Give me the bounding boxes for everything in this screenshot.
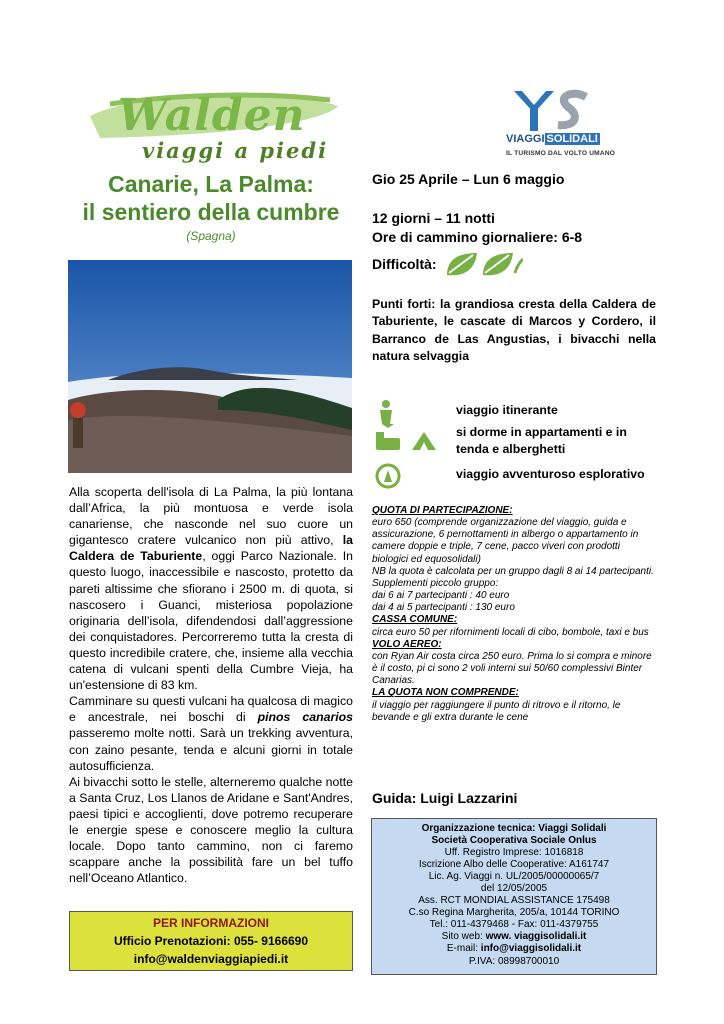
features-icons bbox=[374, 398, 444, 494]
intro-p2a: Camminare su questi vulcani ha qualcosa di magico e ancestrale, nei boschi di bbox=[69, 694, 353, 725]
intro-p1a: Alla scoperta dell'isola di La Palma, la più lontana dall’Africa, la più montuosa e verde isola canariense, che nasconde nel suo cuore un gigantesco cratere vulcanico non più attivo, bbox=[69, 485, 353, 548]
intro-p3: Ai bivacchi sotto le stelle, alterneremo qualche notte a Santa Cruz, Los Llanos de Aridane e Sant'Andres, paesi tipici e accoglienti, dove potremo recuperare le energie spese e conoscere meglio la cultura locale. Dopo tanto cammino, non ci faremo scappare anche la possibilità fare un bel tuffo nell’Oceano Atlantico. bbox=[69, 774, 353, 886]
country-label: (Spagna) bbox=[186, 229, 236, 243]
intro-p2b: passeremo molte notti. Sarà un trekking avventura, con zaino pesante, tenda e alcuni giorni in totale autosufficienza. bbox=[69, 726, 353, 773]
web-link[interactable]: www. viaggisolidali.it bbox=[485, 931, 587, 943]
org-line-2: Società Cooperativa Sociale Onlus bbox=[431, 835, 597, 847]
org-line-4: Iscrizione Albo delle Cooperative: A161747 bbox=[418, 859, 610, 871]
vs-name-b: SOLIDALI bbox=[546, 133, 598, 145]
ys-mark-icon bbox=[506, 87, 656, 133]
tent-icon bbox=[412, 432, 436, 450]
org-line-3: Uff. Registro Imprese: 1016818 bbox=[444, 847, 584, 859]
org-piva: P.IVA: 08998700010 bbox=[468, 955, 560, 967]
bed-icon bbox=[376, 432, 400, 450]
supplement-1: dai 6 ai 7 partecipanti : 40 euro bbox=[372, 590, 510, 602]
org-line-1: Organizzazione tecnica: Viaggi Solidali bbox=[421, 823, 607, 834]
walden-wordmark: Walden bbox=[118, 90, 306, 141]
intro-p1-bold: la Caldera de Taburiente bbox=[69, 533, 353, 564]
organization-box bbox=[371, 818, 657, 975]
org-line-5: Lic. Ag. Viaggi n. UL/2005/00000065/7 bbox=[428, 871, 600, 883]
viaggi-solidali-logo bbox=[506, 87, 656, 162]
cassa-title: CASSA COMUNE: bbox=[372, 614, 458, 626]
cassa-text: circa euro 50 per rifornimenti locali di cibo, bombole, taxi e bus bbox=[372, 626, 649, 638]
vs-tagline: IL TURISMO DAL VOLTO UMANO bbox=[506, 150, 616, 157]
email-label: E-mail: bbox=[446, 943, 479, 955]
supplement-2: dai 4 ai 5 partecipanti : 130 euro bbox=[372, 602, 515, 614]
page-title bbox=[70, 170, 352, 226]
vs-name-a: VIAGGI bbox=[506, 133, 545, 145]
pricing-section bbox=[372, 505, 656, 724]
difficulty bbox=[372, 249, 523, 279]
leaf-rating-icon bbox=[443, 249, 523, 279]
exclusions-text: il viaggio per raggiungere il punto di ritrovo e il ritorno, le bevande e gli extra durante le cene bbox=[372, 699, 621, 723]
org-line-6: del 12/05/2005 bbox=[480, 883, 548, 895]
intro-p1b: , oggi Parco Nazionale. In questo luogo, inaccessibile e nascosto, protetto da pareti altissime che sfiorano i 2500 m. di quota, si nascosero i Guanci, misteriosa popolazione originaria dell’isola, difendendosi dall’aggressione dei conquistadores. Percorreremo tutta la cresta di questo incredibile cratere, che, insieme alla vecchia catena di vulcani spenti della Cumbre Vieja, ha un'estensione di 83 km. bbox=[69, 549, 353, 693]
feature-itinerant: viaggio itinerante bbox=[456, 403, 558, 417]
guide-name: Guida: Luigi Lazzarini bbox=[372, 790, 518, 806]
org-web bbox=[372, 931, 656, 943]
intro-p2-bold: pinos canarios bbox=[257, 710, 353, 725]
walden-logo bbox=[80, 86, 342, 164]
difficulty-label: Difficoltà: bbox=[372, 256, 437, 272]
title-line-2: il sentiero della cumbre bbox=[82, 199, 340, 225]
trip-duration bbox=[372, 209, 582, 247]
walden-subtitle: viaggi a piedi bbox=[142, 138, 329, 163]
exclusions-title: LA QUOTA NON COMPRENDE: bbox=[372, 687, 519, 699]
org-line-9: Tel.: 011-4379468 - Fax: 011-4379755 bbox=[429, 919, 599, 931]
info-email[interactable]: info@waldenviaggiapiedi.it bbox=[133, 952, 289, 966]
trip-dates: Gio 25 Aprile – Lun 6 maggio bbox=[372, 171, 565, 187]
hiker-icon bbox=[380, 400, 394, 428]
volo-title: VOLO AEREO: bbox=[372, 638, 442, 650]
email-link[interactable]: info@viaggisolidali.it bbox=[480, 943, 582, 955]
quota-text: euro 650 (comprende organizzazione del viaggio, guida e assicurazione, 6 pernottamenti in albergo o appartamento in camere doppie e triple, 7 cene, pacco viveri con prodotti biologici ed equosolidali) bbox=[372, 517, 639, 565]
walking-hours: Ore di cammino giornaliere: 6-8 bbox=[372, 229, 583, 245]
web-label: Sito web: bbox=[441, 931, 483, 943]
mountain-landscape-image bbox=[68, 260, 352, 473]
quota-title: QUOTA DI PARTECIPAZIONE: bbox=[372, 505, 513, 516]
quota-nb: NB la quota è calcolata per un gruppo dagli 8 ai 14 partecipanti. Supplementi piccolo gruppo: bbox=[372, 565, 654, 589]
org-email bbox=[372, 943, 656, 955]
duration-text: 12 giorni – 11 notti bbox=[372, 210, 495, 226]
org-line-7: Ass. RCT MONDIAL ASSISTANCE 175498 bbox=[418, 895, 610, 907]
org-line-8: C.so Regina Margherita, 205/a, 10144 TORINO bbox=[408, 907, 620, 919]
mountain-photo bbox=[68, 260, 352, 473]
volo-text: con Ryan Air costa circa 250 euro. Prima lo si compra e minore è il costo, pi ci sono 2 voli interni sui 50/60 complessivi Binter Canarias. bbox=[372, 650, 652, 687]
intro-text bbox=[69, 484, 353, 886]
info-box bbox=[69, 911, 353, 971]
feature-lodging: si dorme in appartamenti e in tenda e alberghetti bbox=[456, 425, 627, 456]
feature-adventure: viaggio avventuroso esplorativo bbox=[456, 467, 645, 481]
strengths: Punti forti: la grandiosa cresta della Caldera de Taburiente, le cascate di Marcos y Cordero, il Barranco de Las Angustias, i bivacchi nella natura selvaggia bbox=[372, 297, 656, 364]
compass-icon bbox=[377, 465, 399, 487]
info-title: PER INFORMAZIONI bbox=[153, 916, 269, 930]
title-line-1: Canarie, La Palma: bbox=[108, 171, 314, 197]
vs-name bbox=[506, 133, 656, 145]
info-office: Ufficio Prenotazioni: 055- 9166690 bbox=[113, 934, 309, 948]
